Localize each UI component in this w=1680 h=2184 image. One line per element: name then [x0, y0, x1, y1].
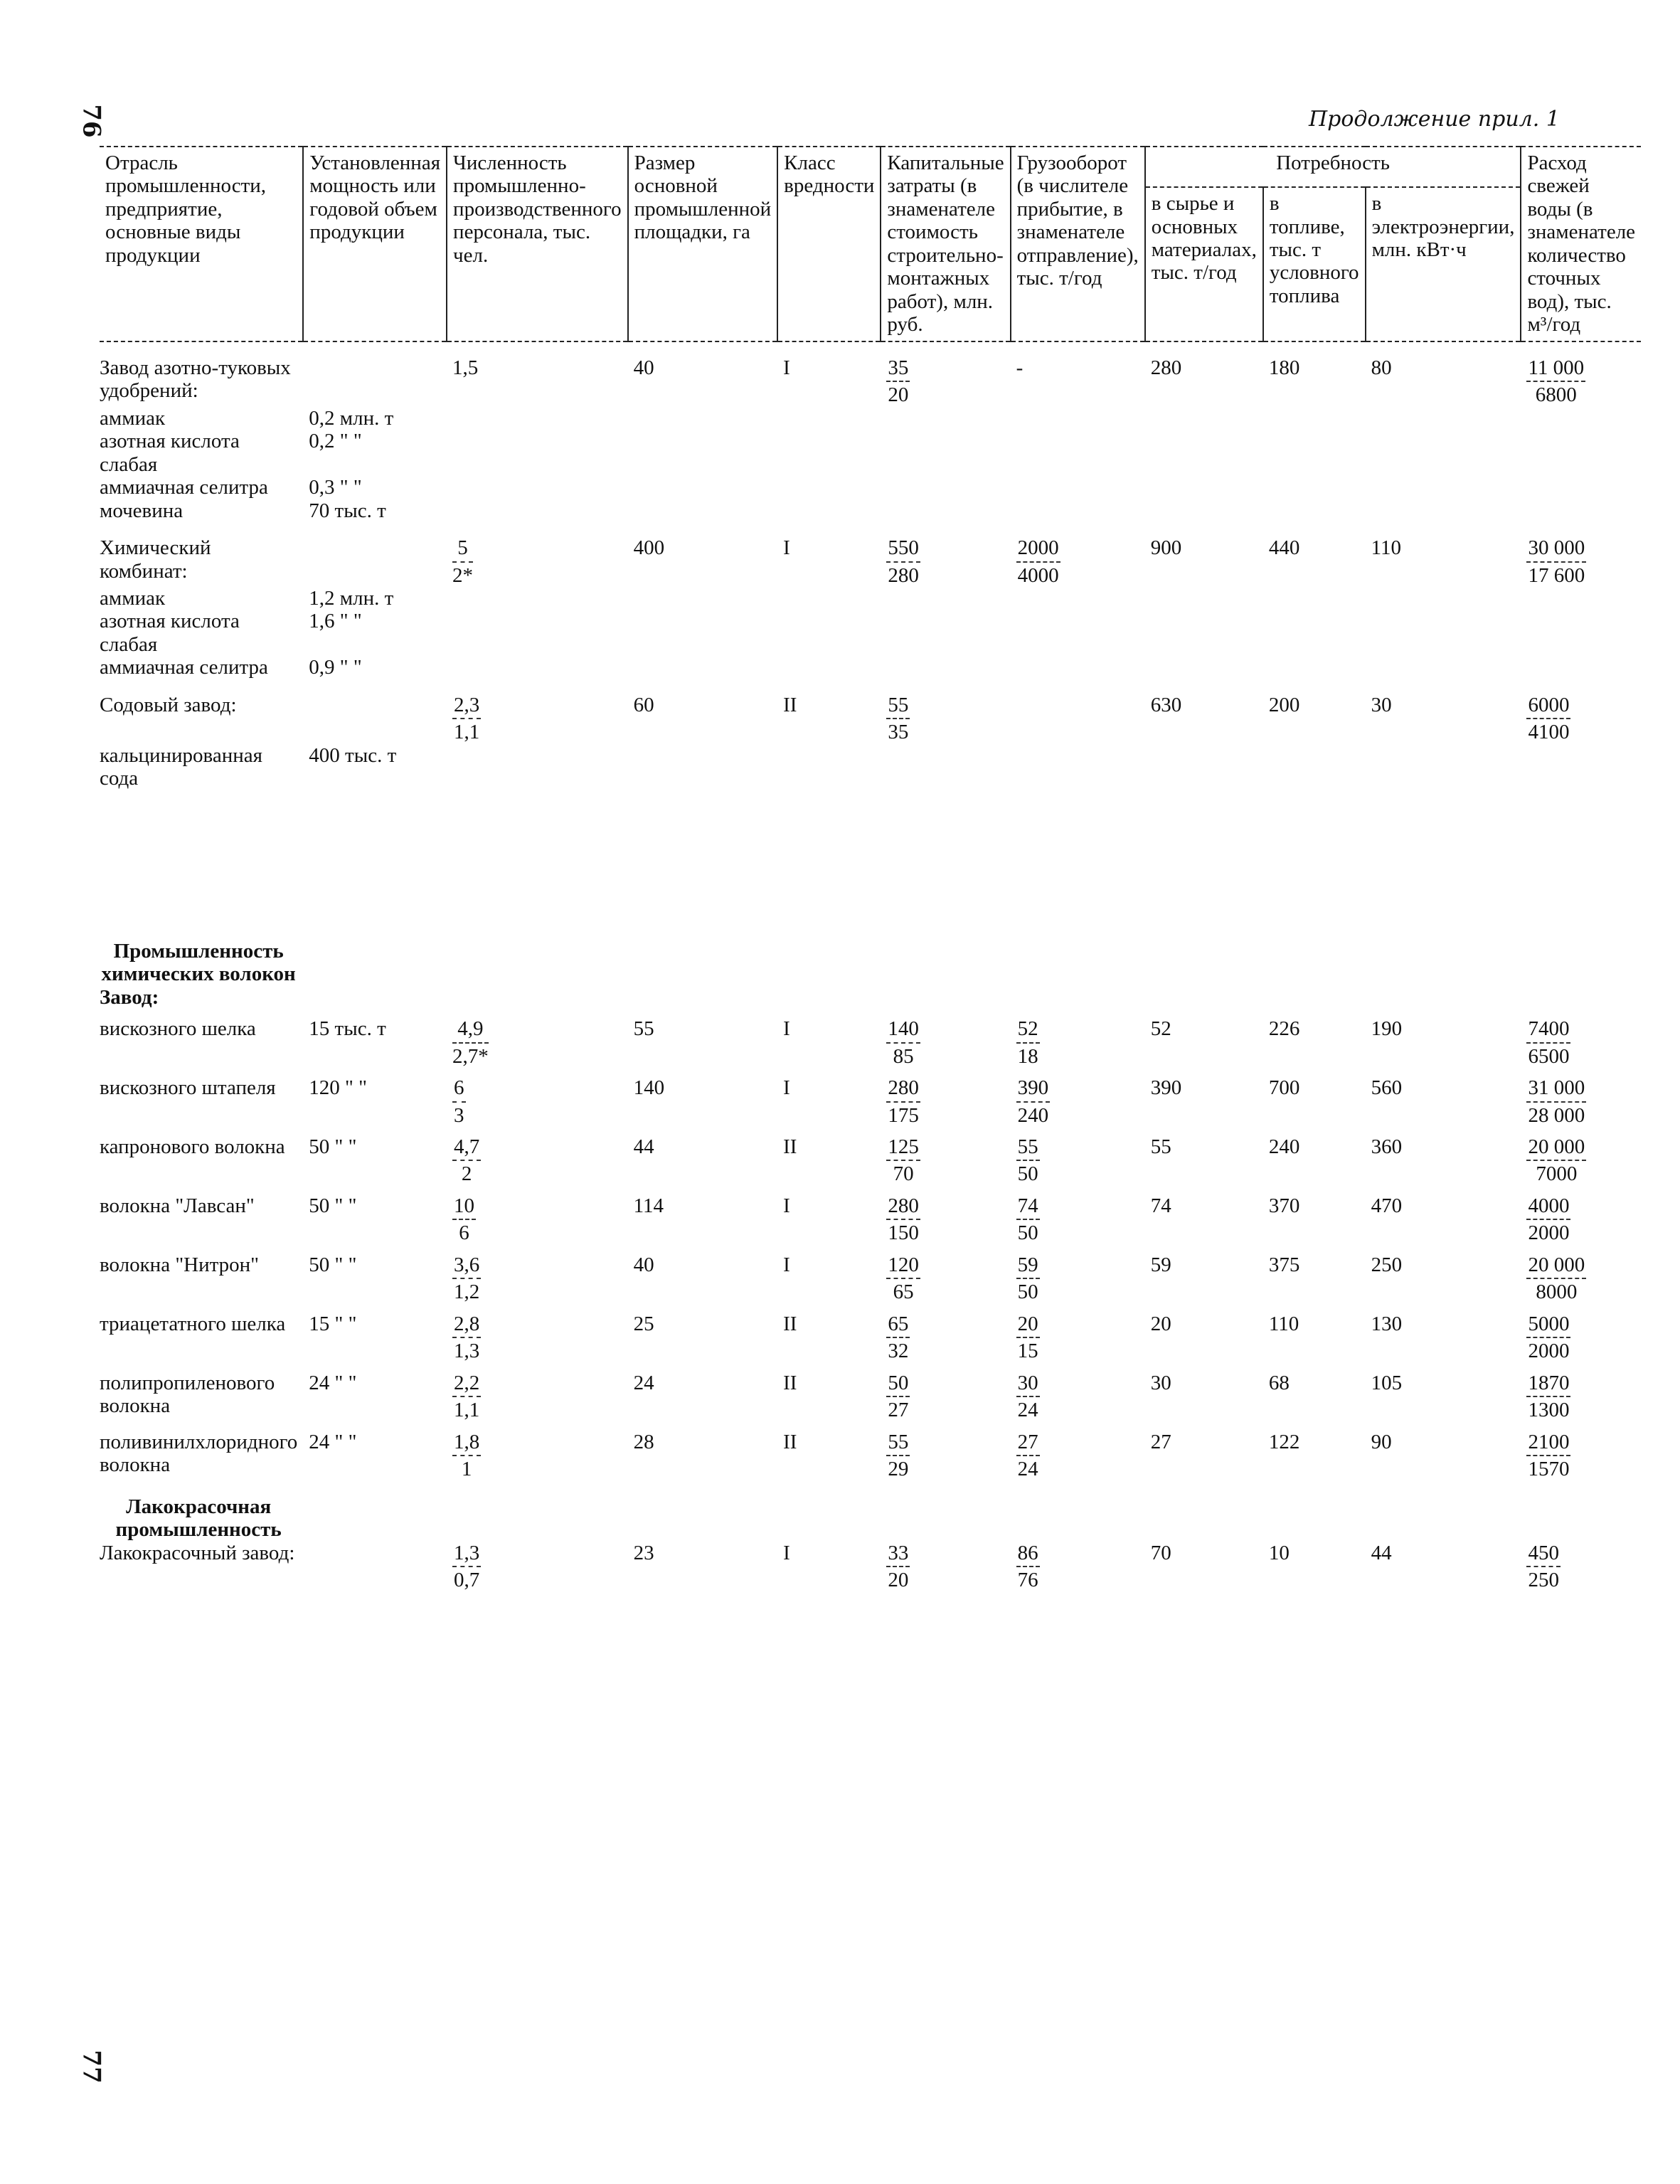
class-value: I: [783, 1076, 790, 1100]
cargo-fraction: $\frac{390}{240}$: [1017, 1076, 1049, 1127]
power-value: 105: [1371, 1371, 1403, 1394]
water-fraction: $\frac{1870}{1300}$: [1528, 1371, 1570, 1422]
table-header: [100, 147, 1641, 341]
raw-value: 74: [1150, 1194, 1171, 1217]
section-title-paint: Лакокрасочная промышленность: [115, 1495, 282, 1542]
raw-value: 59: [1150, 1253, 1171, 1276]
capital-fraction: $\frac{280}{150}$: [888, 1194, 919, 1245]
personnel-fraction: $\frac{6}{3}$: [454, 1076, 464, 1127]
capital-fraction: $\frac{550}{280}$: [888, 536, 919, 587]
raw-value: 52: [1150, 1017, 1171, 1041]
paint-body: [100, 1481, 1641, 1592]
personnel-fraction: $\frac{2,3}{1,1}$: [454, 693, 480, 744]
capital-fraction: $\frac{33}{20}$: [888, 1541, 909, 1592]
cargo-fraction: $\frac{27}{24}$: [1017, 1430, 1038, 1481]
area-value: 40: [633, 356, 654, 379]
cargo-fraction: $\frac{59}{50}$: [1017, 1253, 1038, 1304]
product-row: азотная кислота слабая 1,6 " ": [100, 610, 362, 656]
enterprise-name: волокна "Лавсан": [100, 1194, 255, 1217]
area-value: 60: [633, 693, 654, 716]
fuel-value: 375: [1268, 1253, 1300, 1276]
product-row: аммиак 1,2 млн. т: [100, 586, 394, 610]
class-value: II: [783, 1312, 797, 1335]
capacity-value: 50 " ": [309, 1253, 357, 1276]
personnel-value: 1,5: [452, 356, 479, 379]
capital-fraction: $\frac{35}{20}$: [888, 356, 909, 407]
fuel-value: 122: [1268, 1430, 1300, 1453]
class-value: II: [783, 1135, 797, 1158]
fiber-rows: [100, 1009, 1641, 1481]
area-value: 400: [633, 536, 665, 560]
section-title-fiber: Промышленность химических волокон: [101, 939, 296, 986]
class-value: I: [783, 1194, 790, 1217]
personnel-fraction: $\frac{5}{2*}$: [452, 536, 474, 587]
table-row: [100, 1068, 1641, 1127]
table-row: [100, 1009, 1641, 1068]
table-row: [100, 694, 1641, 744]
table-row: [100, 1304, 1641, 1363]
water-fraction: $\frac{20 000}{8000}$: [1528, 1253, 1585, 1304]
personnel-fraction: $\frac{1,8}{1}$: [454, 1430, 480, 1481]
capacity-value: 50 " ": [309, 1135, 357, 1158]
power-value: 360: [1371, 1135, 1403, 1158]
power-value: 110: [1371, 536, 1401, 560]
capital-fraction: $\frac{55}{35}$: [888, 693, 909, 744]
power-value: 44: [1371, 1541, 1392, 1564]
section-heading-row: [100, 940, 1641, 986]
header-personnel: Численность промышленно-производственного персонала, тыс. чел.: [447, 147, 628, 341]
fuel-value: 240: [1268, 1135, 1300, 1158]
enterprise-name: полипропиленового волокна: [100, 1371, 275, 1418]
raw-value: 30: [1150, 1371, 1171, 1394]
personnel-fraction: $\frac{4,7}{2}$: [454, 1135, 480, 1186]
water-fraction: $\frac{31 000}{28 000}$: [1528, 1076, 1585, 1127]
capital-fraction: $\frac{125}{70}$: [888, 1135, 919, 1186]
enterprise-name: Лакокрасочный завод:: [100, 1541, 295, 1564]
capacity-value: 50 " ": [309, 1194, 357, 1217]
class-value: I: [783, 1017, 790, 1041]
capital-fraction: $\frac{140}{85}$: [888, 1017, 919, 1068]
capital-fraction: $\frac{280}{175}$: [888, 1076, 919, 1127]
header-capacity: Установленная мощность или годовой объем продукции: [303, 147, 447, 341]
header-hazard-class: Класс вредности: [777, 147, 881, 341]
class-value: I: [783, 1253, 790, 1276]
header-electricity: в электроэнергии, млн. кВт·ч: [1366, 187, 1521, 341]
product-row: аммиак 0,2 млн. т: [100, 406, 394, 430]
enterprise-name: Содовый завод:: [100, 693, 237, 716]
area-value: 44: [633, 1135, 654, 1158]
power-value: 560: [1371, 1076, 1403, 1100]
continuation-label: Продолжение прил. 1: [1309, 107, 1560, 132]
capital-fraction: $\frac{55}{29}$: [888, 1430, 909, 1481]
power-value: 30: [1371, 693, 1392, 716]
table-row: [100, 1422, 1641, 1481]
enterprise-name: Завод азотно-туковых удобрений:: [100, 356, 291, 403]
page-number-bottom: 77: [77, 2050, 106, 2084]
product-row: кальцинированная сода 400 тыс. т: [100, 743, 397, 790]
fuel-value: 200: [1268, 693, 1300, 716]
area-value: 40: [633, 1253, 654, 1276]
capital-fraction: $\frac{65}{32}$: [888, 1312, 909, 1363]
fuel-value: 10: [1268, 1541, 1290, 1564]
cargo-value: -: [1016, 356, 1024, 379]
product-row: азотная кислота слабая 0,2 " ": [100, 430, 362, 476]
header-capital-costs: Капитальные затраты (в знаменателе стоимость строительно-монтажных работ), млн. руб.: [881, 147, 1010, 341]
water-fraction: $\frac{4000}{2000}$: [1528, 1194, 1570, 1245]
fuel-value: 68: [1268, 1371, 1290, 1394]
class-value: II: [783, 693, 797, 716]
enterprise-name: вискозного штапеля: [100, 1076, 276, 1100]
product-row: аммиачная селитра 0,9 " ": [100, 656, 362, 679]
area-value: 28: [633, 1430, 654, 1453]
raw-value: 20: [1150, 1312, 1171, 1335]
capital-fraction: $\frac{120}{65}$: [888, 1253, 919, 1304]
header-water: Расход свежей воды (в знаменателе количество сточных вод), тыс. м³/год: [1521, 147, 1641, 341]
water-fraction: $\frac{450}{250}$: [1528, 1541, 1559, 1592]
capacity-value: 24 " ": [309, 1430, 357, 1453]
power-value: 80: [1371, 356, 1392, 379]
zavod-row: [100, 986, 1641, 1009]
area-value: 24: [633, 1371, 654, 1394]
table-row: [100, 1363, 1641, 1422]
cargo-fraction: $\frac{86}{76}$: [1017, 1541, 1038, 1592]
capital-fraction: $\frac{50}{27}$: [888, 1371, 909, 1422]
raw-value: 390: [1150, 1076, 1182, 1100]
area-value: 23: [633, 1541, 654, 1564]
capacity-value: 120 " ": [309, 1076, 367, 1100]
capacity-value: 15 тыс. т: [309, 1017, 386, 1041]
cargo-fraction: $\frac{20}{15}$: [1017, 1312, 1038, 1363]
enterprise-name: капронового волокна: [100, 1135, 285, 1158]
table-row: [100, 536, 1641, 587]
fuel-value: 700: [1268, 1076, 1300, 1100]
class-value: I: [783, 1541, 790, 1564]
enterprise-name: вискозного шелка: [100, 1017, 256, 1041]
fuel-value: 180: [1268, 356, 1300, 379]
cargo-fraction: $\frac{74}{50}$: [1017, 1194, 1038, 1245]
product-row: мочевина 70 тыс. т: [100, 499, 386, 522]
raw-value: 70: [1150, 1541, 1171, 1564]
personnel-fraction: $\frac{2,8}{1,3}$: [454, 1312, 480, 1363]
capacity-value: 15 " ": [309, 1312, 357, 1335]
page-number-top: 76: [77, 104, 106, 138]
fuel-value: 440: [1268, 536, 1300, 560]
enterprise-name: волокна "Нитрон": [100, 1253, 259, 1276]
water-fraction: $\frac{2100}{1570}$: [1528, 1430, 1570, 1481]
area-value: 140: [633, 1076, 665, 1100]
header-area: Размер основной промышленной площадки, га: [628, 147, 778, 341]
header-industry: Отрасль промышленности, предприятие, основные виды продукции: [100, 147, 303, 341]
cargo-fraction: $\frac{55}{50}$: [1017, 1135, 1038, 1186]
table-row: [100, 1127, 1641, 1186]
header-cargo: Грузооборот (в числителе прибытие, в знаменателе отправление), тыс. т/год: [1011, 147, 1145, 341]
raw-value: 27: [1150, 1430, 1171, 1453]
section-heading-row: [100, 1495, 1641, 1542]
cargo-fraction: $\frac{52}{18}$: [1017, 1017, 1038, 1068]
class-value: I: [783, 536, 790, 560]
table-body: [100, 341, 1641, 1009]
class-value: I: [783, 356, 790, 379]
product-row: аммиачная селитра 0,3 " ": [100, 476, 362, 499]
enterprise-name: Химический комбинат:: [100, 536, 211, 583]
raw-value: 630: [1150, 693, 1182, 716]
personnel-fraction: $\frac{10}{6}$: [454, 1194, 475, 1245]
industry-table: [100, 146, 1641, 1592]
raw-value: 900: [1150, 536, 1182, 560]
fuel-value: 110: [1268, 1312, 1299, 1335]
raw-value: 280: [1150, 356, 1182, 379]
cargo-fraction: $\frac{30}{24}$: [1017, 1371, 1038, 1422]
zavod-label: Завод:: [100, 985, 159, 1009]
power-value: 130: [1371, 1312, 1403, 1335]
header-raw-materials: в сырье и основных материалах, тыс. т/год: [1145, 187, 1263, 341]
cargo-fraction: $\frac{2000}{4000}$: [1017, 536, 1059, 587]
water-fraction: $\frac{6000}{4100}$: [1528, 693, 1570, 744]
power-value: 190: [1371, 1017, 1403, 1041]
power-value: 250: [1371, 1253, 1403, 1276]
enterprise-name: поливинилхлоридного волокна: [100, 1430, 298, 1477]
water-fraction: $\frac{20 000}{7000}$: [1528, 1135, 1585, 1186]
water-fraction: $\frac{11 000}{6800}$: [1528, 356, 1585, 407]
class-value: II: [783, 1371, 797, 1394]
header-fuel: в топливе, тыс. т условного топлива: [1263, 187, 1366, 341]
table-row: [100, 1245, 1641, 1304]
class-value: II: [783, 1430, 797, 1453]
personnel-fraction: $\frac{4,9}{2,7*}$: [452, 1017, 489, 1068]
header-demand-group: Потребность: [1145, 147, 1521, 187]
raw-value: 55: [1150, 1135, 1171, 1158]
area-value: 114: [633, 1194, 664, 1217]
power-value: 470: [1371, 1194, 1403, 1217]
table-row: [100, 1542, 1641, 1592]
fuel-value: 370: [1268, 1194, 1300, 1217]
personnel-fraction: $\frac{2,2}{1,1}$: [454, 1371, 480, 1422]
power-value: 90: [1371, 1430, 1392, 1453]
table-row: [100, 1186, 1641, 1245]
water-fraction: $\frac{5000}{2000}$: [1528, 1312, 1570, 1363]
water-fraction: $\frac{30 000}{17 600}$: [1528, 536, 1585, 587]
fuel-value: 226: [1268, 1017, 1300, 1041]
personnel-fraction: $\frac{1,3}{0,7}$: [454, 1541, 480, 1592]
area-value: 55: [633, 1017, 654, 1041]
personnel-fraction: $\frac{3,6}{1,2}$: [454, 1253, 480, 1304]
area-value: 25: [633, 1312, 654, 1335]
table-row: [100, 356, 1641, 407]
water-fraction: $\frac{7400}{6500}$: [1528, 1017, 1570, 1068]
capacity-value: 24 " ": [309, 1371, 357, 1394]
enterprise-name: триацетатного шелка: [100, 1312, 286, 1335]
